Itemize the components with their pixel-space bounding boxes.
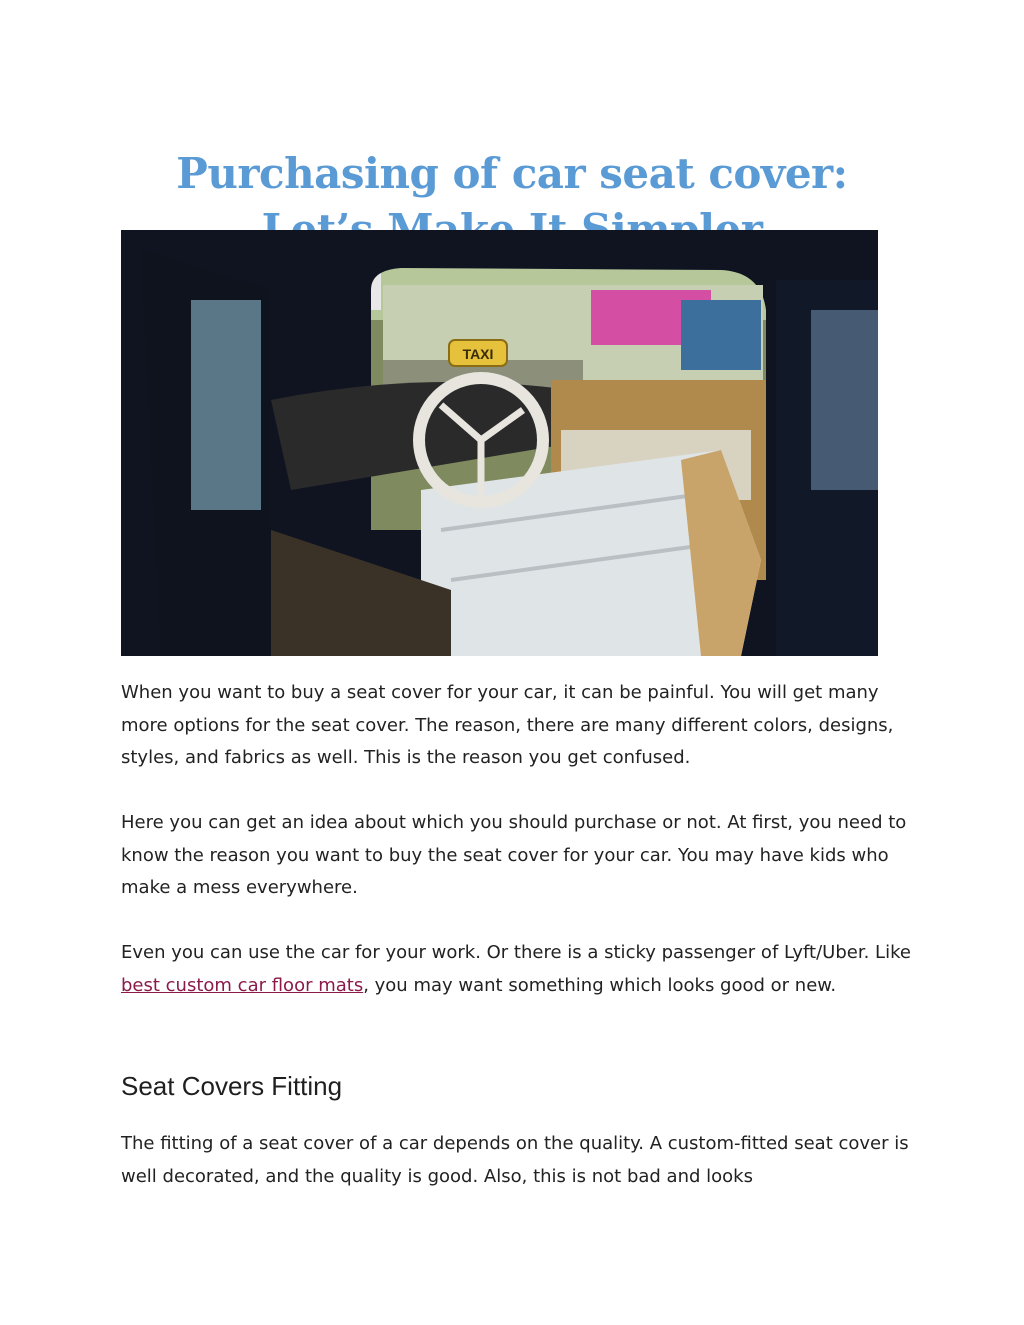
car-interior-photo xyxy=(121,230,878,656)
paragraph-work-use-text-after: , you may want something which looks good or new. xyxy=(363,974,837,996)
paragraph-intro: When you want to buy a seat cover for your car, it can be painful. You will get many more options for the seat cover. The reason, there are many different colors, designs, styles, and fabrics as well. This is the reason you get confused. xyxy=(121,682,894,768)
paragraph-work-use-text-before: Even you can use the car for your work. Or there is a sticky passenger of Lyft/Uber. Like xyxy=(121,942,911,963)
paragraph-work-use xyxy=(121,937,911,1002)
paragraph-fitting: The fitting of a seat cover of a car depends on the quality. A custom-fitted seat cover is well decorated, and the quality is good. Also, this is not bad and looks xyxy=(121,1133,909,1187)
paragraph-reason: Here you can get an idea about which you should purchase or not. At first, you need to know the reason you want to buy the seat cover for your car. You may have kids who make a mess everywhere. xyxy=(121,812,907,898)
floor-mats-link[interactable]: best custom car floor mats xyxy=(121,974,364,996)
car-interior-illustration xyxy=(121,230,878,656)
taxi-sign-text: TAXI xyxy=(462,346,494,362)
title-line-1: Purchasing of car seat cover: xyxy=(176,149,848,199)
section-heading-seat-covers-fitting: Seat Covers Fitting xyxy=(121,1071,343,1101)
